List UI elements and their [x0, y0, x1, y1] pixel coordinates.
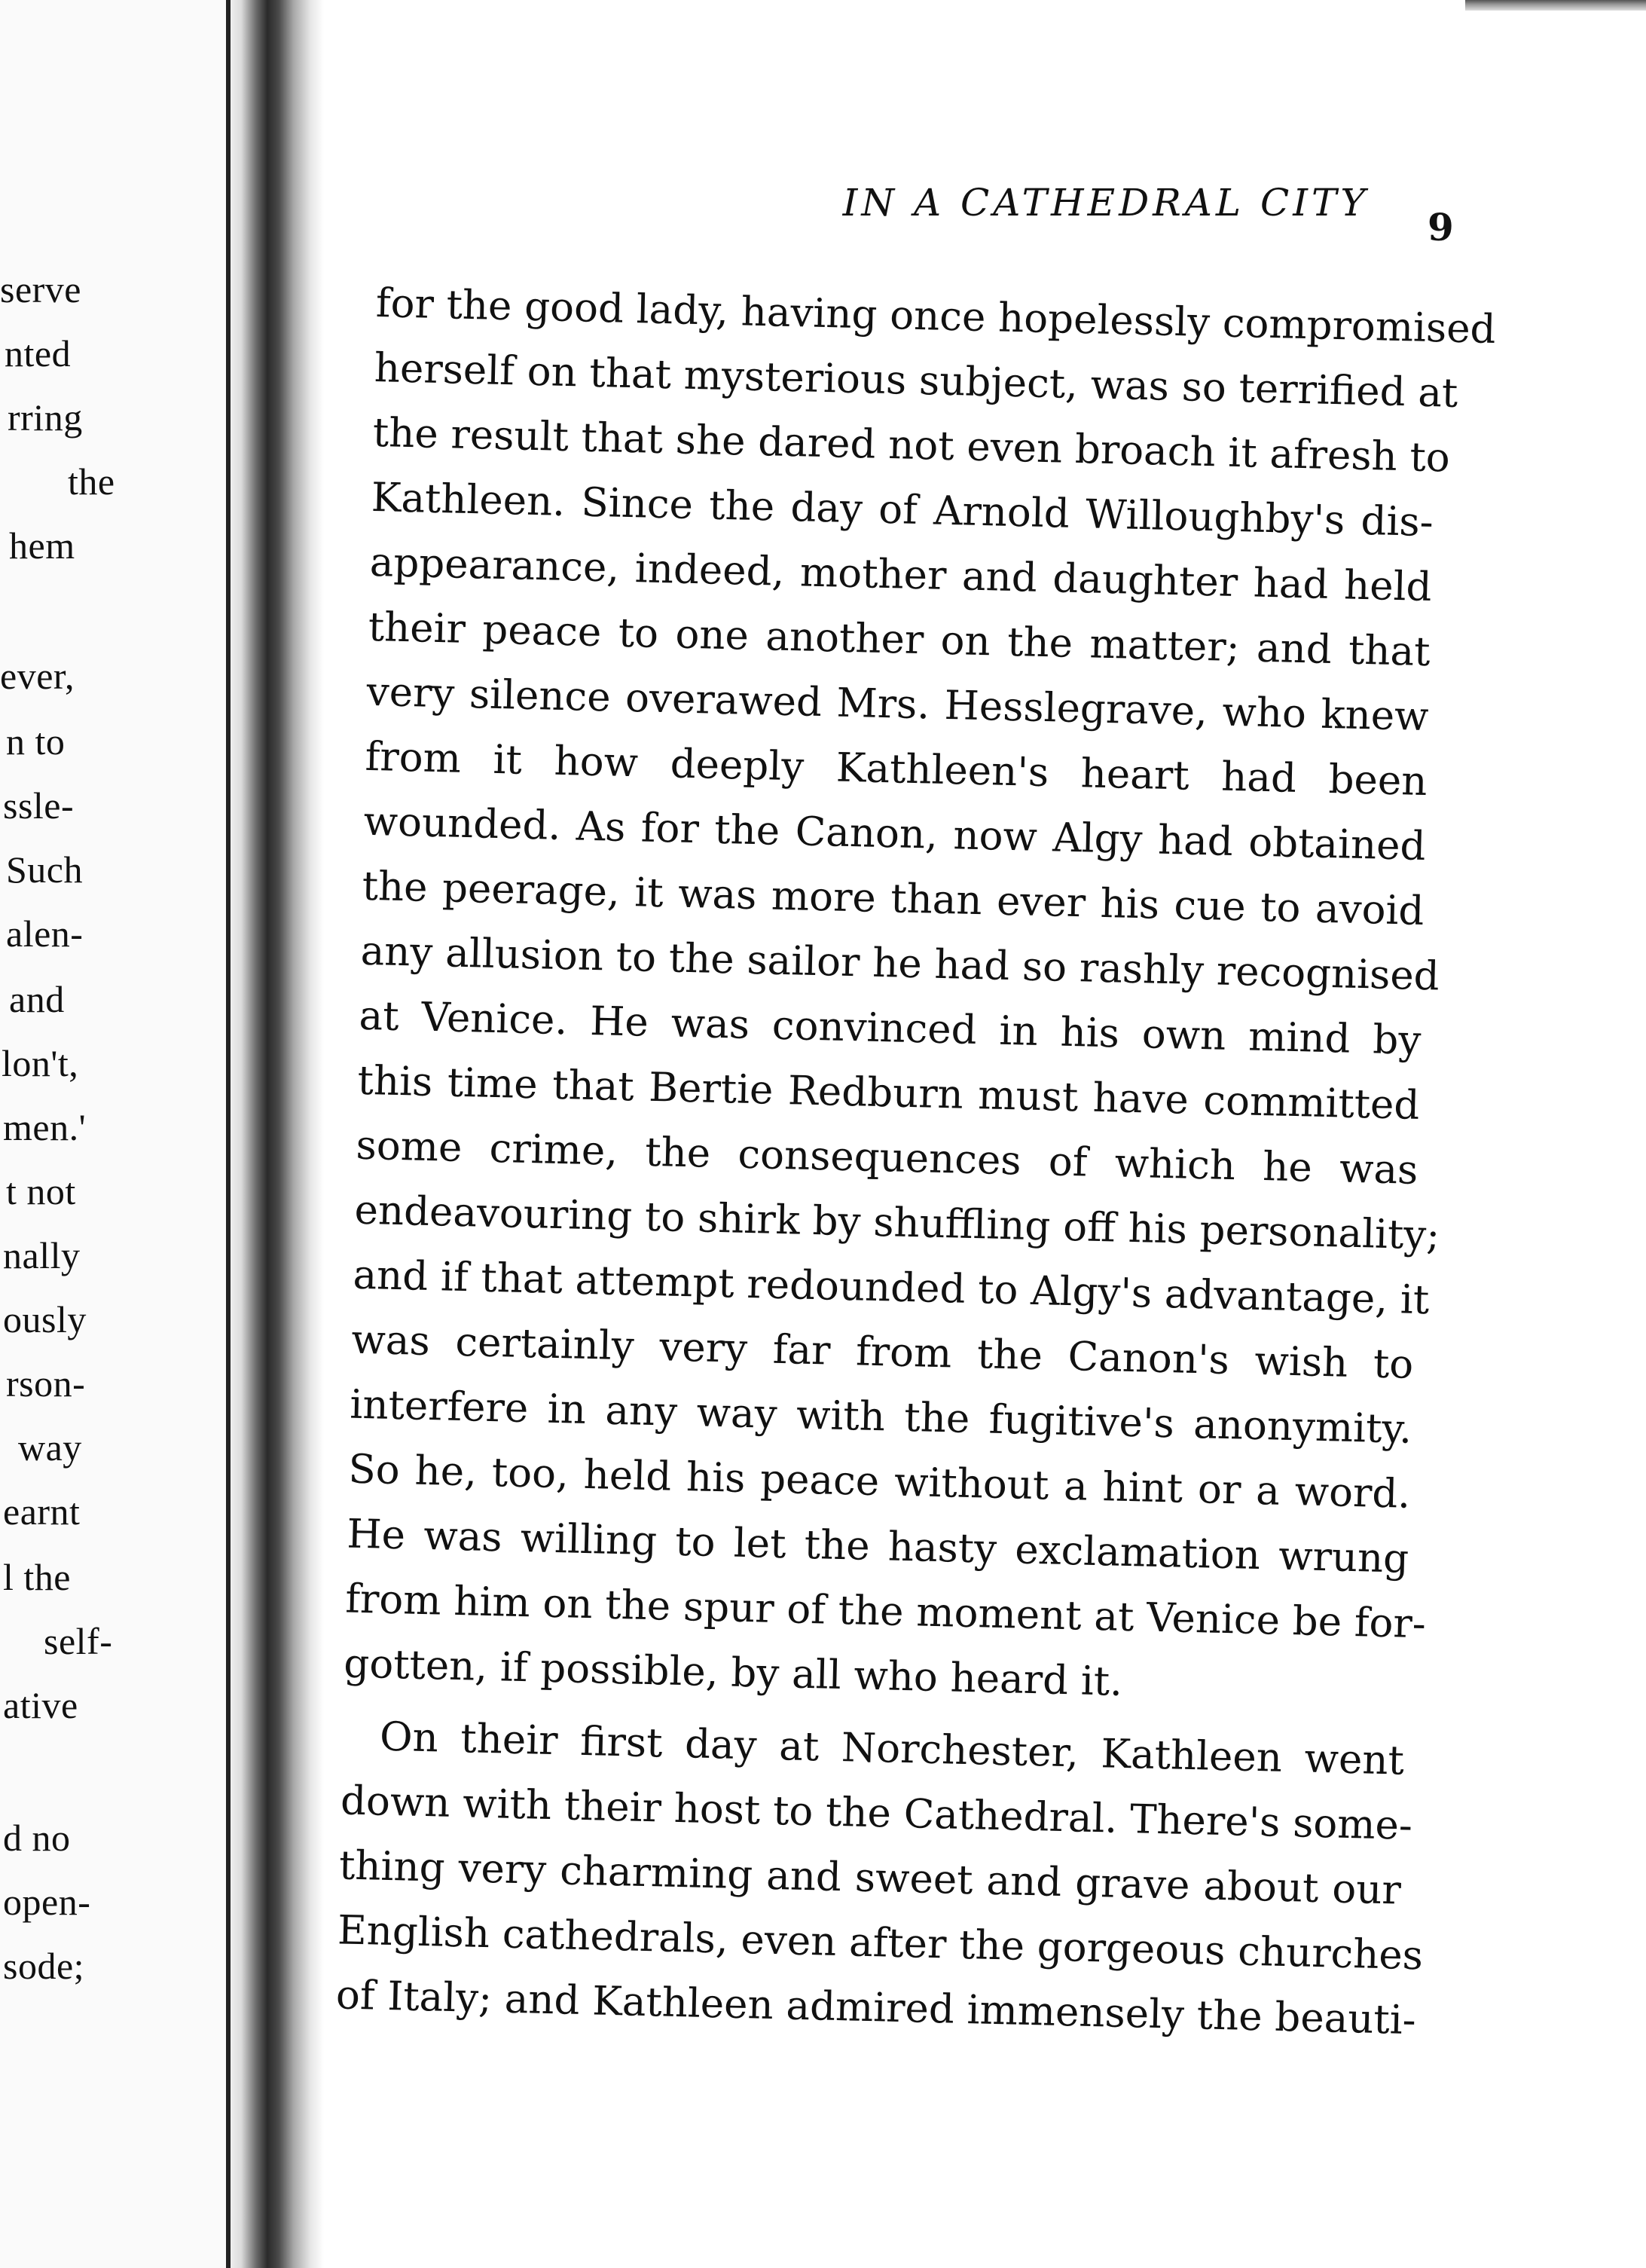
text-line: herself on that mysterious subject, was so terrified at [374, 344, 1458, 417]
text-line: interfere in any way with the fugitive's anonymity. [349, 1381, 1412, 1453]
text-line: of Italy; and Kathleen admired immensely the beauti- [335, 1972, 1417, 2044]
left-page-text-fragment: lon't, [2, 1042, 79, 1084]
text-line: So he, too, held his peace without a hint or a word. [347, 1446, 1411, 1518]
text-line: very silence overawed Mrs. Hesslegrave, who knew [366, 668, 1430, 741]
left-page-text-fragment: open- [3, 1881, 91, 1923]
left-page-text-fragment: men.' [3, 1106, 87, 1148]
text-line: He was willing to let the hasty exclamation wrung [346, 1511, 1409, 1582]
text-line: down with their host to the Cathedral. There's some- [340, 1777, 1413, 1849]
left-page-text-fragment: the [68, 460, 115, 503]
text-line: gotten, if possible, by all who heard it. [343, 1640, 1123, 1705]
left-page-text-fragment: sode; [3, 1945, 85, 1987]
text-line: was certainly very far from the Canon's wish to [350, 1316, 1414, 1388]
text-line: English cathedrals, even after the gorgeous churches [337, 1907, 1424, 1979]
text-line: from him on the spur of the moment at Venice be for- [344, 1576, 1427, 1648]
text-line: at Venice. He was convinced in his own mind by [358, 992, 1422, 1064]
text-line: thing very charming and sweet and grave about our [338, 1842, 1402, 1914]
text-line: any allusion to the sailor he had so rashly recognised [360, 928, 1440, 1000]
page-number: 9 [1428, 205, 1454, 249]
left-page-text-fragment: hem [9, 524, 75, 567]
text-line: wounded. As for the Canon, now Algy had obtained [363, 798, 1427, 870]
left-page-text-fragment: t not [6, 1170, 76, 1212]
left-page-text-fragment: ssle- [3, 784, 75, 827]
left-page-text-fragment: Such [6, 848, 83, 891]
text-line: for the good lady, having once hopelessly compromised [375, 280, 1497, 353]
text-line: their peace to one another on the matter; and that [368, 604, 1431, 676]
text-line: Kathleen. Since the day of Arnold Willoughby's dis- [371, 474, 1434, 546]
text-line: from it how deeply Kathleen's heart had been [365, 733, 1428, 805]
left-page-text-fragment: ative [3, 1684, 78, 1726]
text-line: appearance, indeed, mother and daughter had held [369, 539, 1433, 611]
left-page-text-fragment: and [9, 978, 65, 1020]
left-page-text-fragment: ously [3, 1298, 87, 1340]
left-page-text-fragment: l the [3, 1556, 71, 1598]
text-line: endeavouring to shirk by shuffling off his personality; [353, 1187, 1440, 1259]
left-page-text-fragment: self- [44, 1620, 113, 1662]
text-line: the peerage, it was more than ever his cue to avoid [362, 863, 1425, 934]
left-page-text-fragment: way [18, 1426, 82, 1469]
text-line: the result that she dared not even broach it afresh to [372, 409, 1451, 481]
text-line: this time that Bertie Redburn must have committed [356, 1057, 1421, 1129]
left-page-text-fragment: serve [0, 268, 81, 310]
left-page-text-fragment: alen- [6, 912, 84, 955]
right-page [324, 0, 1646, 2268]
left-page-text-fragment: rring [8, 396, 83, 439]
text-line: some crime, the consequences of which he was [355, 1122, 1418, 1194]
left-page-text-fragment: d no [3, 1817, 71, 1859]
running-head: IN A CATHEDRAL CITY [842, 181, 1370, 225]
left-page-edge [226, 0, 231, 2268]
left-page-text-fragment: rson- [6, 1362, 86, 1405]
left-page-text-fragment: nted [5, 332, 72, 374]
left-page-text-fragment: earnt [3, 1490, 81, 1533]
left-page-text-fragment: nally [3, 1234, 81, 1276]
body-text [335, 271, 1497, 2053]
left-page-text-fragment: ever, [0, 655, 75, 697]
text-line: On their first day at Norchester, Kathleen went [379, 1713, 1405, 1784]
left-page-fragment [0, 0, 249, 2268]
text-line: and if that attempt redounded to Algy's advantage, it [352, 1252, 1430, 1324]
left-page-text-fragment: n to [6, 720, 66, 763]
book-gutter-shadow [226, 0, 324, 2268]
